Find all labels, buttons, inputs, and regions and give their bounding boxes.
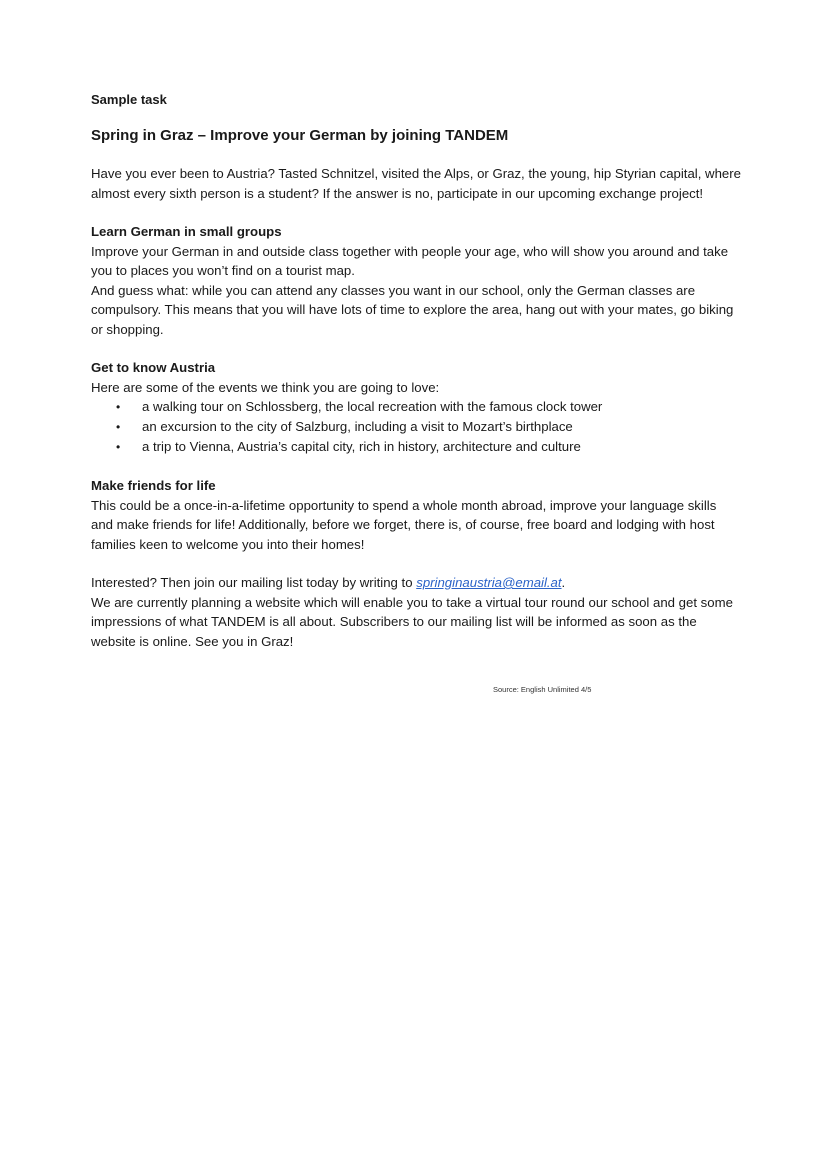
mailing-list-period: . [561,575,566,590]
learn-german-paragraph-2: And guess what: while you can attend any classes you want in our school, only the German classes are compulsory. This means that you will have lots of time to explore the area, hang out with your mates, go biking or shopping. [91,282,734,337]
list-item [116,417,741,437]
section-heading-make-friends: Make friends for life [91,478,216,493]
make-friends-paragraph: This could be a once-in-a-lifetime opportunity to spend a whole month abroad, improve your language skills and make friends for life! Additionally, before we forget, there is, of course, free board and lodging with host families keen to welcome you into their homes! [91,497,717,552]
section-heading-know-austria: Get to know Austria [91,360,216,375]
section-closing [91,573,741,651]
list-item-text: a walking tour on Schlossberg, the local recreation with the famous clock tower [142,399,603,414]
section-heading-learn-german: Learn German in small groups [91,224,282,239]
document-page [91,91,741,670]
know-austria-intro: Here are some of the events we think you are going to love: [91,379,440,395]
section-make-friends [91,476,741,554]
mailing-list-line [91,573,741,593]
sample-task-label: Sample task [91,92,167,107]
learn-german-paragraph-1: Improve your German in and outside class together with people your age, who will show you around and take you to places you won’t find on a tourist map. [91,243,729,278]
email-link[interactable]: springinaustria@email.at [416,575,562,590]
bullet-icon: • [116,420,121,434]
list-item [116,397,741,417]
intro-paragraph: Have you ever been to Austria? Tasted Schnitzel, visited the Alps, or Graz, the young, hip Styrian capital, where almost every sixth person is a student? If the answer is no, participate in our upcoming exchange project! [91,166,741,201]
bullet-icon: • [116,440,121,454]
list-item-text: an excursion to the city of Salzburg, including a visit to Mozart’s birthplace [142,419,573,434]
events-list [91,397,741,457]
list-item [116,437,741,457]
section-learn-german [91,222,741,339]
closing-paragraph: We are currently planning a website which will enable you to take a virtual tour round our school and get some impressions of what TANDEM is all about. Subscribers to our mailing list will be informed as soon as the website is online. See you in Graz! [91,594,733,649]
section-know-austria [91,358,741,457]
source-citation: Source: English Unlimited 4/5 [493,685,592,694]
document-title: Spring in Graz – Improve your German by joining TANDEM [91,127,509,144]
list-item-text: a trip to Vienna, Austria’s capital city, rich in history, architecture and culture [142,439,581,454]
bullet-icon: • [116,400,121,414]
mailing-list-lead: Interested? Then join our mailing list today by writing to [91,575,417,590]
